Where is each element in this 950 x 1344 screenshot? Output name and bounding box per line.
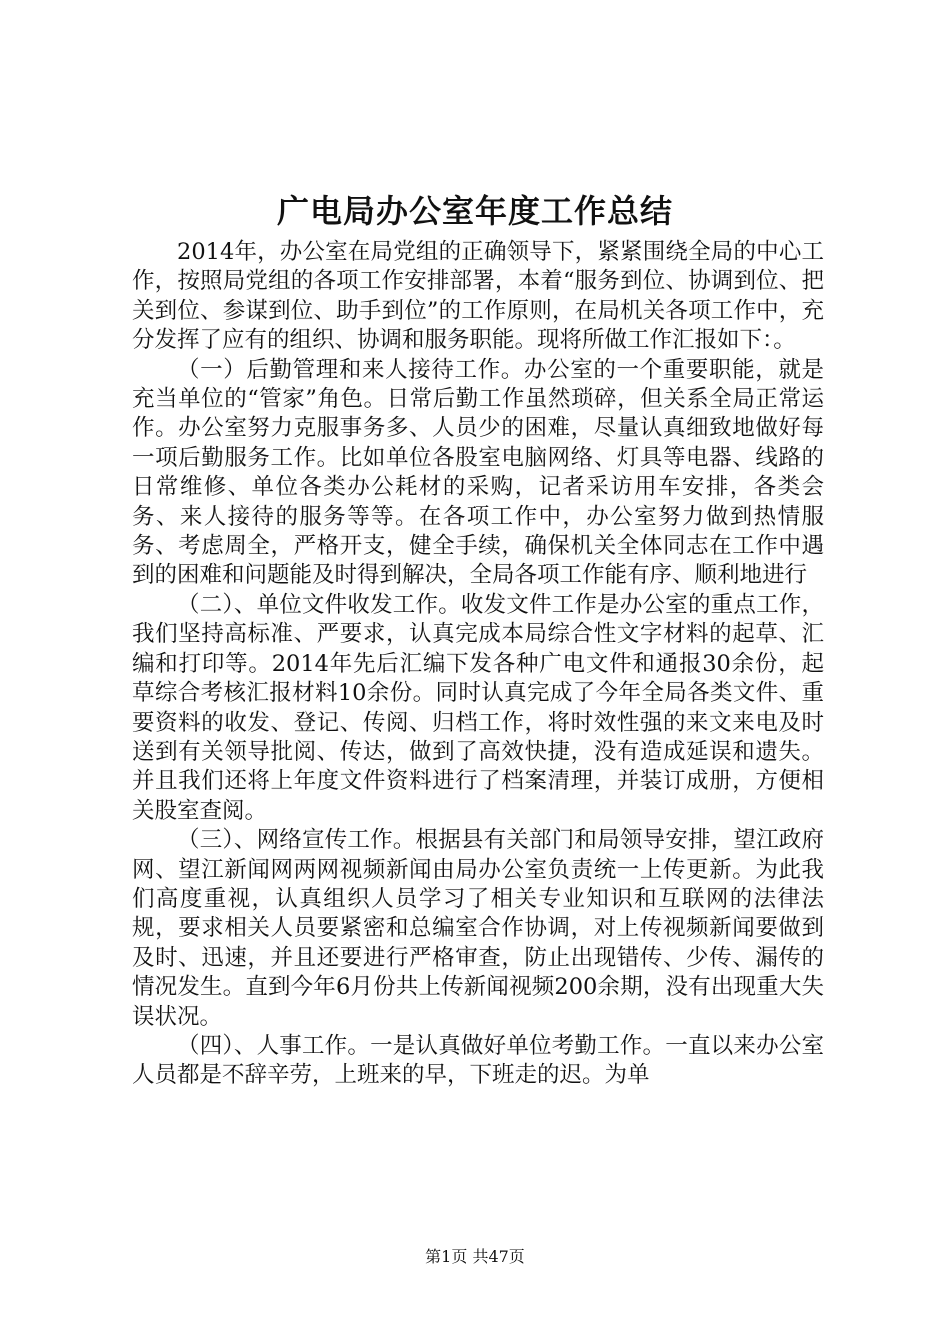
document-body	[132, 238, 824, 1091]
paragraph-documents: （二）、单位文件收发工作。收发文件工作是办公室的重点工作，我们坚持高标准、严要求，认真完成本局综合性文字材料的起草、汇编和打印等。2014年先后汇编下发各种广电文件和通报30余份，起草综合考核汇报材料10余份。同时认真完成了今年全局各类文件、重要资料的收发、登记、传阅、归档工作，将时效性强的来文来电及时送到有关领导批阅、传达，做到了高效快捷，没有造成延误和遗失。并且我们还将上年度文件资料进行了档案清理，并装订成册，方便相关股室查阅。	[132, 591, 824, 824]
page-number-footer: 第1页 共47页	[425, 1247, 525, 1266]
paragraph-logistics: （一）后勤管理和来人接待工作。办公室的一个重要职能，就是充当单位的“管家”角色。日常后勤工作虽然琐碎，但关系全局正常运作。办公室努力克服事务多、人员少的困难，尽量认真细致地做好每一项后勤服务工作。比如单位各股室电脑网络、灯具等电器、线路的日常维修、单位各类办公耗材的采购，记者采访用车安排，各类会务、来人接待的服务等等。在各项工作中，办公室努力做到热情服务、考虑周全，严格开支，健全手续，确保机关全体同志在工作中遇到的困难和问题能及时得到解决，全局各项工作能有序、顺利地进行	[132, 356, 824, 589]
paragraph-personnel: （四）、人事工作。一是认真做好单位考勤工作。一直以来办公室人员都是不辞辛劳，上班来的早，下班走的迟。为单	[132, 1032, 824, 1089]
paragraph-web-publicity: （三）、网络宣传工作。根据县有关部门和局领导安排，望江政府网、望江新闻网两网视频新闻由局办公室负责统一上传更新。为此我们高度重视，认真组织人员学习了相关专业知识和互联网的法律法规，要求相关人员要紧密和总编室合作协调，对上传视频新闻要做到及时、迅速，并且还要进行严格审查，防止出现错传、少传、漏传的情况发生。直到今年6月份共上传新闻视频200余期，没有出现重大失误状况。	[132, 827, 824, 1030]
document-title: 广电局办公室年度工作总结	[276, 192, 673, 230]
paragraph-intro: 2014年，办公室在局党组的正确领导下，紧紧围绕全局的中心工作，按照局党组的各项工作安排部署，本着“服务到位、协调到位、把关到位、参谋到位、助手到位”的工作原则，在局机关各项工作中，充分发挥了应有的组织、协调和服务职能。现将所做工作汇报如下：。	[132, 239, 824, 354]
